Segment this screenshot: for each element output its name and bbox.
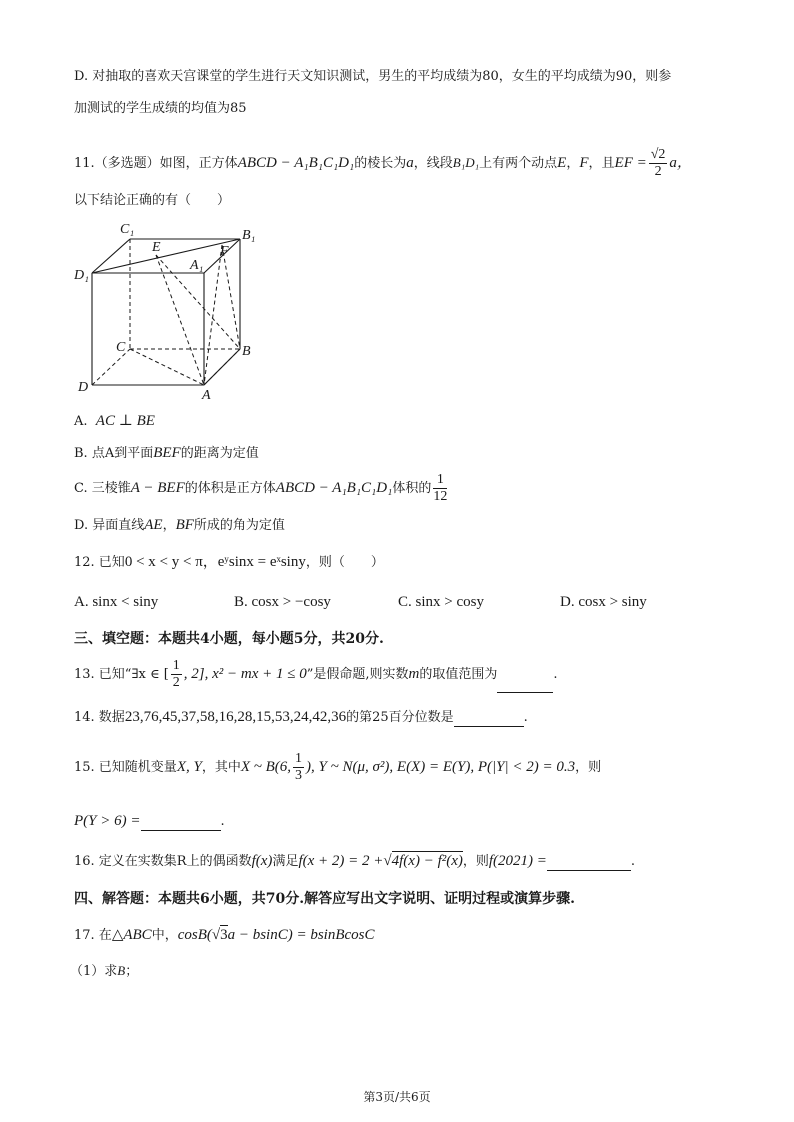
q11-option-b: [74, 444, 259, 463]
q11-optc-tail: 体积的: [392, 481, 432, 496]
q11-optc-math1: A − BEF: [130, 480, 185, 496]
q17-radical-sign: √: [211, 927, 221, 943]
q14-data: 23,76,45,37,58,16,28,15,53,24,42,36: [124, 709, 347, 725]
q13-num: 1: [172, 658, 180, 673]
q12-stem: [74, 553, 384, 572]
q16-ask: f(2021) =: [488, 853, 547, 869]
q11-mid3: 上有两个动点: [479, 156, 558, 171]
section3-heading: 三、填空题：本题共4小题，每小题5分，共20分.: [74, 631, 384, 647]
q17-tri: △ABC: [111, 927, 152, 943]
q11-stem: [74, 145, 692, 182]
label-b1: B₁: [242, 228, 256, 243]
label-c1: C₁: [120, 222, 135, 237]
q13-prefix: 13. 已知“∃x ∈ [: [74, 667, 169, 682]
q15-stem: [74, 748, 601, 787]
q13-tail: 的取值范围为: [419, 667, 498, 682]
q11-line2: 以下结论正确的有（ ）: [74, 193, 231, 208]
q16-end: .: [630, 854, 636, 869]
section4-heading: 四、解答题：本题共6小题，共70分.解答应写出文字说明、证明过程或演算步骤.: [74, 891, 575, 907]
label-d: D: [78, 380, 89, 395]
q11-mid1: 的棱长为: [354, 156, 407, 171]
q11-mid4: ，且: [588, 156, 615, 171]
q10-option-d-line1: D. 对抽取的喜欢天宫课堂的学生进行天文知识测试，男生的平均成绩为80，女生的平均成绩为90，则参: [74, 69, 672, 84]
q11-fraction: [649, 147, 668, 180]
q11-optd-tail: 所成的角为定值: [193, 518, 285, 533]
q11-option-c: [74, 470, 449, 507]
q14-end: .: [523, 710, 528, 725]
q17-sub1: [70, 962, 138, 981]
q15-answer-blank[interactable]: [141, 816, 221, 831]
q17-sub1-text: （1）求: [70, 964, 118, 979]
q13-suffix: ”是假命题,则实数: [306, 667, 409, 682]
label-a1: A₁: [190, 258, 204, 273]
q11-optd-m2: BF: [175, 517, 194, 533]
q14-prefix: 14. 数据: [74, 710, 125, 725]
q11-optd-mid: ，: [162, 518, 176, 533]
q11-optb-math: BEF: [153, 445, 181, 461]
q13-stem: [74, 656, 558, 693]
q11-ef: EF =: [614, 155, 647, 171]
q11-opta-label: A.: [74, 414, 88, 429]
q14-suffix: 的第25百分位数是: [346, 710, 454, 725]
q11-a: a: [406, 155, 414, 171]
q11-optc-num: 1: [433, 472, 447, 489]
label-a: A: [202, 388, 211, 403]
q17-sqrt3: 3: [220, 927, 228, 943]
q16-stem: [74, 852, 635, 871]
q11-optc-den: 12: [433, 489, 448, 504]
cube-diagram: [74, 215, 274, 405]
q11-suffix: a，: [669, 155, 692, 171]
q17-sub1-end: ；: [125, 964, 139, 979]
q11-optd-m1: AE: [144, 517, 163, 533]
q11-optc-mid: 的体积是正方体: [184, 481, 276, 496]
q15-prefix: 15. 已知随机变量: [74, 760, 177, 775]
q12-suffix: ，则（ ）: [305, 555, 384, 570]
q11-mid2: ，线段: [413, 156, 453, 171]
cube-figure: [74, 215, 274, 405]
q11-seg: B₁D₁: [452, 155, 480, 170]
q11-optb-text: B. 点A到平面: [74, 446, 154, 461]
q15-end: .: [220, 814, 225, 829]
q14-answer-blank[interactable]: [454, 712, 524, 727]
q15-ask: P(Y > 6) =: [74, 813, 141, 829]
q15-line2: [74, 812, 225, 831]
q12-option-c: C. sinx > cosy: [398, 594, 484, 610]
q16-answer-blank[interactable]: [547, 856, 631, 871]
q17-b: B: [117, 963, 126, 978]
q13-den: 2: [172, 675, 180, 690]
q12-option-b: B. cosx > −cosy: [234, 594, 331, 610]
q11-cube: ABCD − A₁B₁C₁D₁: [237, 155, 355, 171]
q15-suffix: ，则: [575, 760, 602, 775]
q13-mid: , 2], x² − mx + 1 ≤ 0: [183, 666, 307, 682]
q11-optc-fraction: [433, 472, 447, 505]
q17-eq-a: cosB(: [177, 927, 212, 943]
q12-option-a: A. sinx < siny: [74, 594, 159, 610]
q11-optb-tail: 的距离为定值: [180, 446, 259, 461]
q14-stem: [74, 708, 528, 727]
q11-comma: ，: [566, 156, 580, 171]
q15-dist1: X ~ B(6,: [240, 759, 292, 775]
q15-fraction: [293, 751, 304, 784]
label-c: C: [116, 340, 126, 355]
q15-dist2: ), Y ~ N(μ, σ²), E(X) = E(Y), P(|Y| < 2) = 0.3: [306, 759, 576, 775]
q10-option-d-line2: 加测试的学生成绩的均值为85: [74, 101, 247, 116]
q11-optc-text: C. 三棱锥: [74, 481, 131, 496]
label-b: B: [242, 344, 251, 359]
q11-option-a: [74, 412, 155, 431]
q13-fraction: [171, 658, 182, 691]
label-e: E: [152, 240, 161, 255]
label-d1: D₁: [74, 268, 89, 283]
q11-option-d: [74, 516, 285, 535]
q17-prefix: 17. 在: [74, 928, 112, 943]
q12-cond: 0 < x < y < π，eʸsinx = eˣsiny: [124, 554, 306, 570]
q15-den: 3: [295, 768, 303, 783]
q15-vars: X, Y: [176, 759, 202, 775]
q11-e: E: [557, 155, 567, 171]
q17-eq-b: a − bsinC) = bsinBcosC: [227, 927, 375, 943]
q13-m: m: [408, 666, 420, 682]
q17-mid: 中，: [151, 928, 178, 943]
label-f: F: [220, 244, 229, 259]
q16-radicand: 4f(x) − f²(x): [391, 853, 463, 869]
q13-end: .: [553, 667, 558, 682]
q11-optc-math2: ABCD − A₁B₁C₁D₁: [275, 480, 393, 496]
q16-fx: f(x): [251, 853, 273, 869]
q17-stem: [74, 926, 375, 945]
q11-f: F: [579, 155, 589, 171]
page-footer: 第3页/共6页: [363, 1090, 431, 1104]
q16-suffix: ，则: [462, 854, 489, 869]
q11-opta-math: AC ⊥ BE: [95, 413, 155, 429]
q16-prefix: 16. 定义在实数集R上的偶函数: [74, 854, 252, 869]
q11-prefix: 11.（多选题）如图，正方体: [74, 156, 238, 171]
q15-num: 1: [295, 751, 303, 766]
q16-radical-sign: √: [383, 853, 392, 869]
q16-eq1: f(x + 2) = 2 +: [298, 853, 384, 869]
q11-optd-text: D. 异面直线: [74, 518, 145, 533]
q12-prefix: 12. 已知: [74, 555, 125, 570]
q12-option-d: D. cosx > siny: [560, 594, 647, 610]
q11-frac-den: 2: [654, 164, 662, 179]
q16-mid: 满足: [272, 854, 299, 869]
q15-mid: ，其中: [201, 760, 241, 775]
q11-frac-num: √2: [650, 147, 666, 162]
q13-answer-blank[interactable]: [497, 678, 553, 693]
